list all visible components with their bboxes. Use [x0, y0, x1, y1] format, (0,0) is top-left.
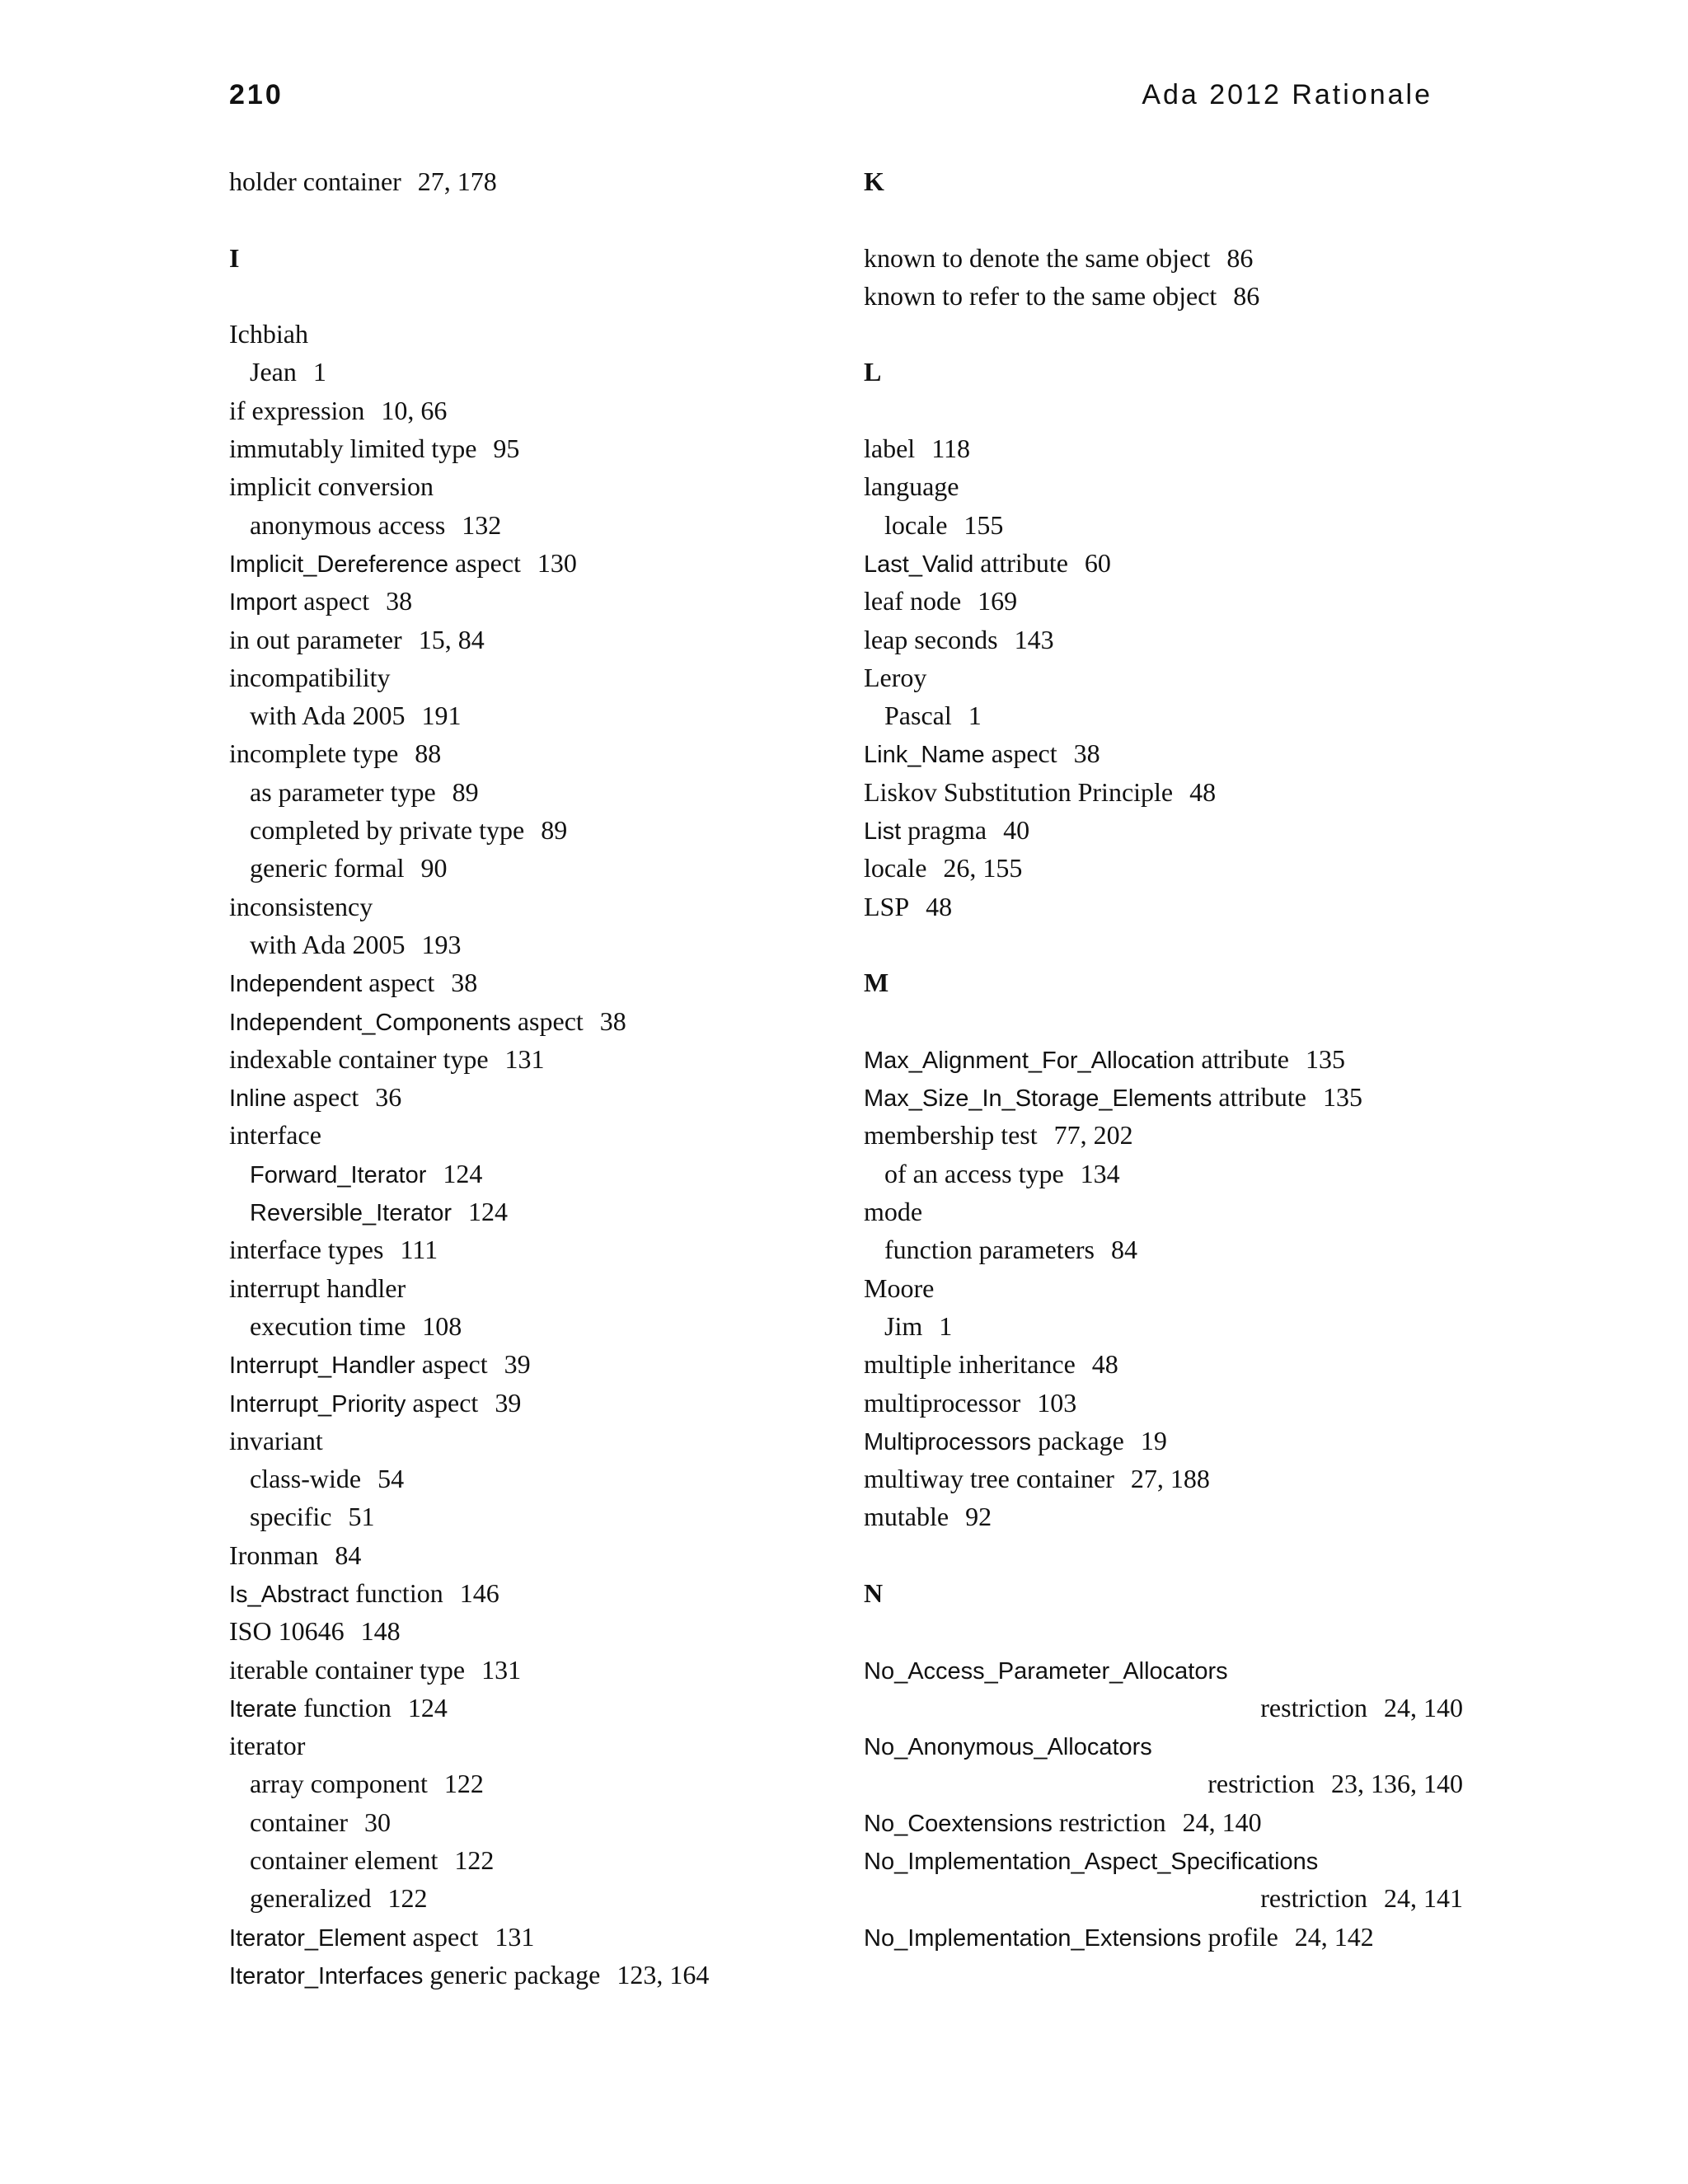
entry-term: aspect — [412, 1921, 479, 1952]
entry-term: Leroy — [864, 662, 927, 692]
index-subentry — [864, 1155, 1523, 1193]
index-entry — [229, 391, 889, 429]
page-refs: 169 — [978, 586, 1018, 616]
page-refs: 24, 142 — [1294, 1921, 1374, 1952]
code-term: Independent — [229, 971, 363, 998]
blank-line — [864, 315, 1523, 353]
entry-term: leaf node — [864, 586, 962, 616]
index-entry — [864, 544, 1523, 582]
index-entry — [864, 1460, 1523, 1497]
blank-line — [229, 277, 889, 315]
index-entry — [864, 1497, 1523, 1535]
index-subentry — [229, 1841, 889, 1879]
entry-term: container — [250, 1807, 349, 1837]
index-entry — [864, 1918, 1523, 1956]
section-letter — [229, 239, 889, 277]
page-refs: 131 — [504, 1043, 545, 1074]
index-subentry — [229, 1307, 889, 1345]
entry-term: aspect — [293, 1082, 359, 1113]
index-entry — [864, 429, 1523, 467]
index-entry — [229, 162, 889, 200]
entry-term: Moore — [864, 1272, 935, 1303]
entry-term: Jean — [250, 357, 297, 387]
entry-term: aspect — [454, 547, 521, 578]
entry-term: incomplete type — [229, 738, 399, 769]
page-refs: 84 — [1111, 1235, 1137, 1265]
code-term: No_Implementation_Aspect_Specifications — [864, 1849, 1319, 1876]
page-refs: 88 — [415, 738, 442, 769]
page-refs: 131 — [481, 1654, 522, 1685]
page-refs: 118 — [931, 434, 970, 464]
index-subentry — [864, 1230, 1523, 1268]
entry-term: immutably limited type — [229, 434, 477, 464]
page-refs: 48 — [1189, 776, 1217, 807]
entry-term: aspect — [421, 1349, 488, 1380]
index-entry — [229, 1230, 889, 1268]
entry-term: aspect — [412, 1387, 479, 1418]
page-refs: 122 — [443, 1769, 484, 1799]
index-entry — [864, 849, 1523, 887]
entry-term: restriction — [1260, 1692, 1367, 1722]
entry-term: iterator — [229, 1731, 306, 1761]
page-refs: 60 — [1084, 547, 1111, 578]
entry-term: as parameter type — [250, 776, 436, 807]
blank-line — [864, 926, 1523, 963]
blank-line — [864, 391, 1523, 429]
page-refs: 86 — [1226, 242, 1254, 273]
page-refs: 30 — [364, 1807, 392, 1837]
page-refs: 135 — [1306, 1043, 1345, 1074]
index-entry — [864, 811, 1523, 849]
index-entry — [229, 1651, 889, 1689]
index-subentry — [229, 773, 889, 811]
index-column-right — [864, 162, 1523, 1956]
page-refs: 39 — [504, 1349, 531, 1380]
page-refs: 92 — [965, 1502, 992, 1532]
index-entry — [229, 963, 889, 1001]
index-entry — [864, 467, 1523, 505]
index-entry — [229, 1116, 889, 1154]
index-subentry — [229, 1803, 889, 1841]
entry-term: LSP — [864, 891, 910, 921]
index-subentry — [229, 1765, 889, 1802]
entry-term: restriction — [1058, 1807, 1166, 1837]
index-subentry — [229, 849, 889, 887]
page-refs: 1 — [312, 357, 326, 387]
code-term: Iterator_Interfaces — [229, 1962, 424, 1990]
section-letter-text: I — [229, 242, 240, 273]
index-subentry — [864, 696, 1523, 734]
index-subentry — [229, 811, 889, 849]
entry-term: profile — [1207, 1921, 1278, 1952]
page-refs: 124 — [468, 1197, 508, 1227]
entry-term: package — [1038, 1425, 1124, 1455]
code-term: Is_Abstract — [229, 1581, 349, 1608]
index-entry — [229, 1422, 889, 1460]
index-entry — [864, 658, 1523, 696]
index-entry — [229, 1040, 889, 1078]
code-term: No_Implementation_Extensions — [864, 1924, 1202, 1952]
index-entry — [229, 1002, 889, 1040]
code-term: Last_Valid — [864, 551, 974, 578]
code-term: No_Access_Parameter_Allocators — [864, 1657, 1228, 1685]
page-refs: 193 — [421, 929, 462, 959]
page-refs: 77, 202 — [1053, 1120, 1133, 1151]
page-refs: 111 — [400, 1235, 438, 1265]
index-entry — [229, 1689, 889, 1727]
page-number: 210 — [229, 79, 284, 110]
entry-term: interface types — [229, 1235, 384, 1265]
entry-term: Ironman — [229, 1540, 319, 1570]
page-refs: 143 — [1014, 624, 1054, 654]
entry-term: generic package — [429, 1959, 601, 1990]
code-term: Inline — [229, 1085, 287, 1113]
running-title: Ada 2012 Rationale — [1142, 79, 1432, 110]
entry-term: known to denote the same object — [864, 242, 1211, 273]
index-entry — [229, 1536, 889, 1574]
entry-term: completed by private type — [250, 815, 525, 846]
entry-term: known to refer to the same object — [864, 280, 1217, 311]
page-refs: 27, 188 — [1130, 1464, 1210, 1494]
code-term: No_Coextensions — [864, 1810, 1053, 1837]
index-entry — [864, 1345, 1523, 1383]
index-entry — [864, 1803, 1523, 1841]
page-refs: 124 — [443, 1158, 483, 1188]
entry-term: multiprocessor — [864, 1387, 1021, 1418]
index-continuation — [864, 1689, 1523, 1727]
entry-term: implicit conversion — [229, 471, 434, 502]
index-entry — [229, 734, 889, 772]
section-letter — [864, 1574, 1523, 1612]
page-refs: 10, 66 — [381, 395, 448, 425]
code-term: Interrupt_Handler — [229, 1352, 415, 1380]
entry-term: pragma — [907, 815, 987, 846]
entry-term: of an access type — [884, 1158, 1064, 1188]
page-refs: 38 — [1073, 738, 1100, 769]
entry-term: aspect — [991, 738, 1057, 769]
entry-term: Jim — [884, 1310, 923, 1341]
index-entry — [229, 1918, 889, 1956]
page-refs: 132 — [462, 509, 502, 540]
entry-term: execution time — [250, 1310, 406, 1341]
index-subentry — [864, 506, 1523, 544]
entry-term: function — [355, 1577, 443, 1608]
entry-term: ISO 10646 — [229, 1616, 345, 1647]
index-entry — [864, 1040, 1523, 1078]
entry-term: with Ada 2005 — [250, 701, 406, 731]
index-subentry — [229, 1460, 889, 1497]
index-entry — [229, 1345, 889, 1383]
blank-line — [864, 1002, 1523, 1040]
page-refs: 24, 140 — [1182, 1807, 1262, 1837]
entry-term: Liskov Substitution Principle — [864, 776, 1174, 807]
index-entry — [864, 1841, 1523, 1879]
index-entry — [864, 239, 1523, 277]
section-letter — [864, 963, 1523, 1001]
entry-term: leap seconds — [864, 624, 998, 654]
code-term: Max_Size_In_Storage_Elements — [864, 1085, 1212, 1113]
code-term: Iterate — [229, 1695, 298, 1722]
index-entry — [864, 1651, 1523, 1689]
entry-term: iterable container type — [229, 1654, 466, 1685]
entry-term: restriction — [1260, 1883, 1367, 1914]
entry-term: multiway tree container — [864, 1464, 1114, 1494]
entry-term: aspect — [303, 586, 370, 616]
entry-term: mutable — [864, 1502, 950, 1532]
entry-term: generic formal — [250, 853, 405, 883]
entry-term: indexable container type — [229, 1043, 489, 1074]
entry-term: container element — [250, 1845, 438, 1876]
section-letter-text: K — [864, 166, 884, 196]
entry-term: attribute — [1201, 1043, 1289, 1074]
page-refs: 36 — [375, 1082, 402, 1113]
index-entry — [229, 1384, 889, 1422]
page-refs: 124 — [407, 1692, 448, 1722]
entry-term: in out parameter — [229, 624, 402, 654]
page-refs: 123, 164 — [617, 1959, 710, 1990]
index-subentry — [864, 1307, 1523, 1345]
code-term: No_Anonymous_Allocators — [864, 1734, 1152, 1761]
index-entry — [864, 1422, 1523, 1460]
page-refs: 155 — [964, 509, 1004, 540]
section-letter — [864, 162, 1523, 200]
page-refs: 38 — [451, 968, 478, 998]
page-refs: 39 — [495, 1387, 522, 1418]
index-entry — [864, 1384, 1523, 1422]
entry-term: function parameters — [884, 1235, 1095, 1265]
page-refs: 38 — [599, 1005, 626, 1036]
entry-term: specific — [250, 1502, 332, 1532]
page-refs: 146 — [459, 1577, 499, 1608]
index-entry — [229, 315, 889, 353]
entry-term: generalized — [250, 1883, 372, 1914]
page-refs: 48 — [1091, 1349, 1118, 1380]
entry-term: interrupt handler — [229, 1272, 406, 1303]
page-refs: 84 — [335, 1540, 362, 1570]
code-term: Forward_Iterator — [250, 1161, 427, 1188]
page-refs: 40 — [1003, 815, 1030, 846]
page-refs: 135 — [1322, 1082, 1362, 1113]
page-refs: 108 — [422, 1310, 462, 1341]
entry-term: multiple inheritance — [864, 1349, 1076, 1380]
index-column-left — [229, 162, 889, 1994]
entry-term: locale — [864, 853, 927, 883]
index-subentry — [229, 353, 889, 391]
index-entry — [864, 734, 1523, 772]
page-refs: 86 — [1233, 280, 1260, 311]
page-refs: 148 — [360, 1616, 401, 1647]
section-letter-text: L — [864, 357, 882, 387]
page-refs: 134 — [1080, 1158, 1120, 1188]
entry-term: incompatibility — [229, 662, 391, 692]
entry-term: anonymous access — [250, 509, 446, 540]
page-refs: 122 — [387, 1883, 428, 1914]
index-entry — [229, 1727, 889, 1765]
code-term: Link_Name — [864, 742, 985, 769]
index-entry — [229, 544, 889, 582]
index-entry — [864, 1269, 1523, 1307]
page-refs: 38 — [386, 586, 413, 616]
page-refs: 15, 84 — [418, 624, 485, 654]
page-refs: 191 — [421, 701, 462, 731]
page-refs: 1 — [968, 701, 982, 731]
index-entry — [229, 888, 889, 926]
page-refs: 89 — [452, 776, 479, 807]
index-continuation — [864, 1879, 1523, 1917]
index-entry — [864, 1193, 1523, 1230]
index-entry — [229, 1078, 889, 1116]
index-entry — [864, 582, 1523, 620]
code-term: Iterator_Element — [229, 1924, 406, 1952]
index-subentry — [229, 926, 889, 963]
entry-term: aspect — [368, 968, 435, 998]
entry-term: attribute — [1218, 1082, 1306, 1113]
page-refs: 95 — [493, 434, 520, 464]
entry-term: language — [864, 471, 959, 502]
page-refs: 54 — [377, 1464, 405, 1494]
index-subentry — [229, 1497, 889, 1535]
index-entry — [229, 467, 889, 505]
index-entry — [229, 621, 889, 658]
page-refs: 131 — [495, 1921, 535, 1952]
page-refs: 130 — [537, 547, 577, 578]
blank-line — [229, 200, 889, 238]
page-refs: 23, 136, 140 — [1331, 1769, 1463, 1799]
index-entry — [864, 621, 1523, 658]
index-entry — [229, 582, 889, 620]
entry-term: mode — [864, 1197, 923, 1227]
page-refs: 48 — [926, 891, 953, 921]
page-refs: 24, 141 — [1384, 1883, 1463, 1914]
index-subentry — [229, 1193, 889, 1230]
index-entry — [864, 277, 1523, 315]
code-term: Implicit_Dereference — [229, 551, 448, 578]
index-entry — [864, 888, 1523, 926]
page-refs: 19 — [1140, 1425, 1167, 1455]
entry-term: locale — [884, 509, 948, 540]
entry-term: invariant — [229, 1425, 323, 1455]
code-term: List — [864, 818, 902, 846]
entry-term: class-wide — [250, 1464, 362, 1494]
index-entry — [229, 1956, 889, 1994]
code-term: Independent_Components — [229, 1009, 511, 1036]
index-entry — [229, 1612, 889, 1650]
blank-line — [864, 1612, 1523, 1650]
index-entry — [864, 1116, 1523, 1154]
index-entry — [229, 1269, 889, 1307]
page-refs: 1 — [939, 1310, 953, 1341]
entry-term: label — [864, 434, 916, 464]
entry-term: holder container — [229, 166, 401, 196]
index-continuation — [864, 1765, 1523, 1802]
entry-term: if expression — [229, 395, 365, 425]
page-refs: 90 — [420, 853, 448, 883]
entry-term: with Ada 2005 — [250, 929, 406, 959]
section-letter-text: M — [864, 968, 889, 998]
entry-term: inconsistency — [229, 891, 373, 921]
page-refs: 24, 140 — [1384, 1692, 1463, 1722]
page-refs: 51 — [348, 1502, 375, 1532]
blank-line — [864, 200, 1523, 238]
index-entry — [229, 1574, 889, 1612]
entry-term: attribute — [980, 547, 1068, 578]
code-term: Reversible_Iterator — [250, 1200, 452, 1227]
entry-term: Ichbiah — [229, 319, 308, 349]
entry-term: interface — [229, 1120, 321, 1151]
entry-term: aspect — [517, 1005, 584, 1036]
code-term: Import — [229, 589, 298, 616]
page-refs: 103 — [1037, 1387, 1077, 1418]
code-term: Multiprocessors — [864, 1428, 1032, 1455]
index-subentry — [229, 1879, 889, 1917]
code-term: Interrupt_Priority — [229, 1390, 406, 1418]
index-entry — [229, 429, 889, 467]
index-entry — [864, 1727, 1523, 1765]
index-entry — [864, 1078, 1523, 1116]
section-letter — [864, 353, 1523, 391]
entry-term: membership test — [864, 1120, 1038, 1151]
index-entry — [229, 658, 889, 696]
entry-term: restriction — [1207, 1769, 1315, 1799]
index-subentry — [229, 696, 889, 734]
blank-line — [864, 1536, 1523, 1574]
index-subentry — [229, 1155, 889, 1193]
page-refs: 89 — [541, 815, 568, 846]
entry-term: array component — [250, 1769, 428, 1799]
index-entry — [864, 773, 1523, 811]
section-letter-text: N — [864, 1577, 884, 1608]
page-refs: 26, 155 — [943, 853, 1023, 883]
page-refs: 27, 178 — [417, 166, 497, 196]
page-refs: 122 — [454, 1845, 495, 1876]
entry-term: Pascal — [884, 701, 952, 731]
entry-term: function — [303, 1692, 392, 1722]
index-subentry — [229, 506, 889, 544]
code-term: Max_Alignment_For_Allocation — [864, 1047, 1195, 1074]
